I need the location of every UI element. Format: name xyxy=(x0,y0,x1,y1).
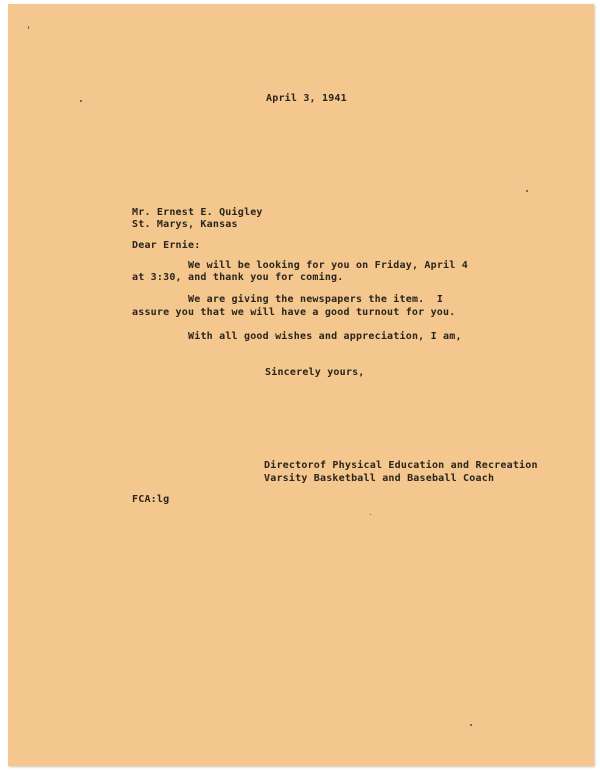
recipient-address: St. Marys, Kansas xyxy=(132,219,238,230)
paper-speck xyxy=(28,26,29,29)
paragraph-3: With all good wishes and appreciation, I am, xyxy=(188,331,462,342)
letter-date: April 3, 1941 xyxy=(266,93,347,104)
paper-speck xyxy=(470,724,472,726)
paragraph-1-line-2: at 3:30, and thank you for coming. xyxy=(132,272,344,283)
paragraph-2-line-2: assure you that we will have a good turnout for you. xyxy=(132,307,456,318)
paper-speck xyxy=(526,190,528,192)
signature-title-line-1: Directorof Physical Education and Recreation xyxy=(264,460,538,471)
paragraph-2-line-1: We are giving the newspapers the item. I xyxy=(188,294,444,305)
salutation: Dear Ernie: xyxy=(132,240,201,251)
paragraph-1-line-1: We will be looking for you on Friday, April 4 xyxy=(188,260,468,271)
recipient-name: Mr. Ernest E. Quigley xyxy=(132,207,263,218)
letter-page xyxy=(8,4,594,766)
signature-title-line-2: Varsity Basketball and Baseball Coach xyxy=(264,473,495,484)
typist-initials: FCA:lg xyxy=(132,494,170,505)
paper-speck xyxy=(370,514,371,515)
closing: Sincerely yours, xyxy=(265,367,365,378)
paper-speck xyxy=(80,100,82,102)
